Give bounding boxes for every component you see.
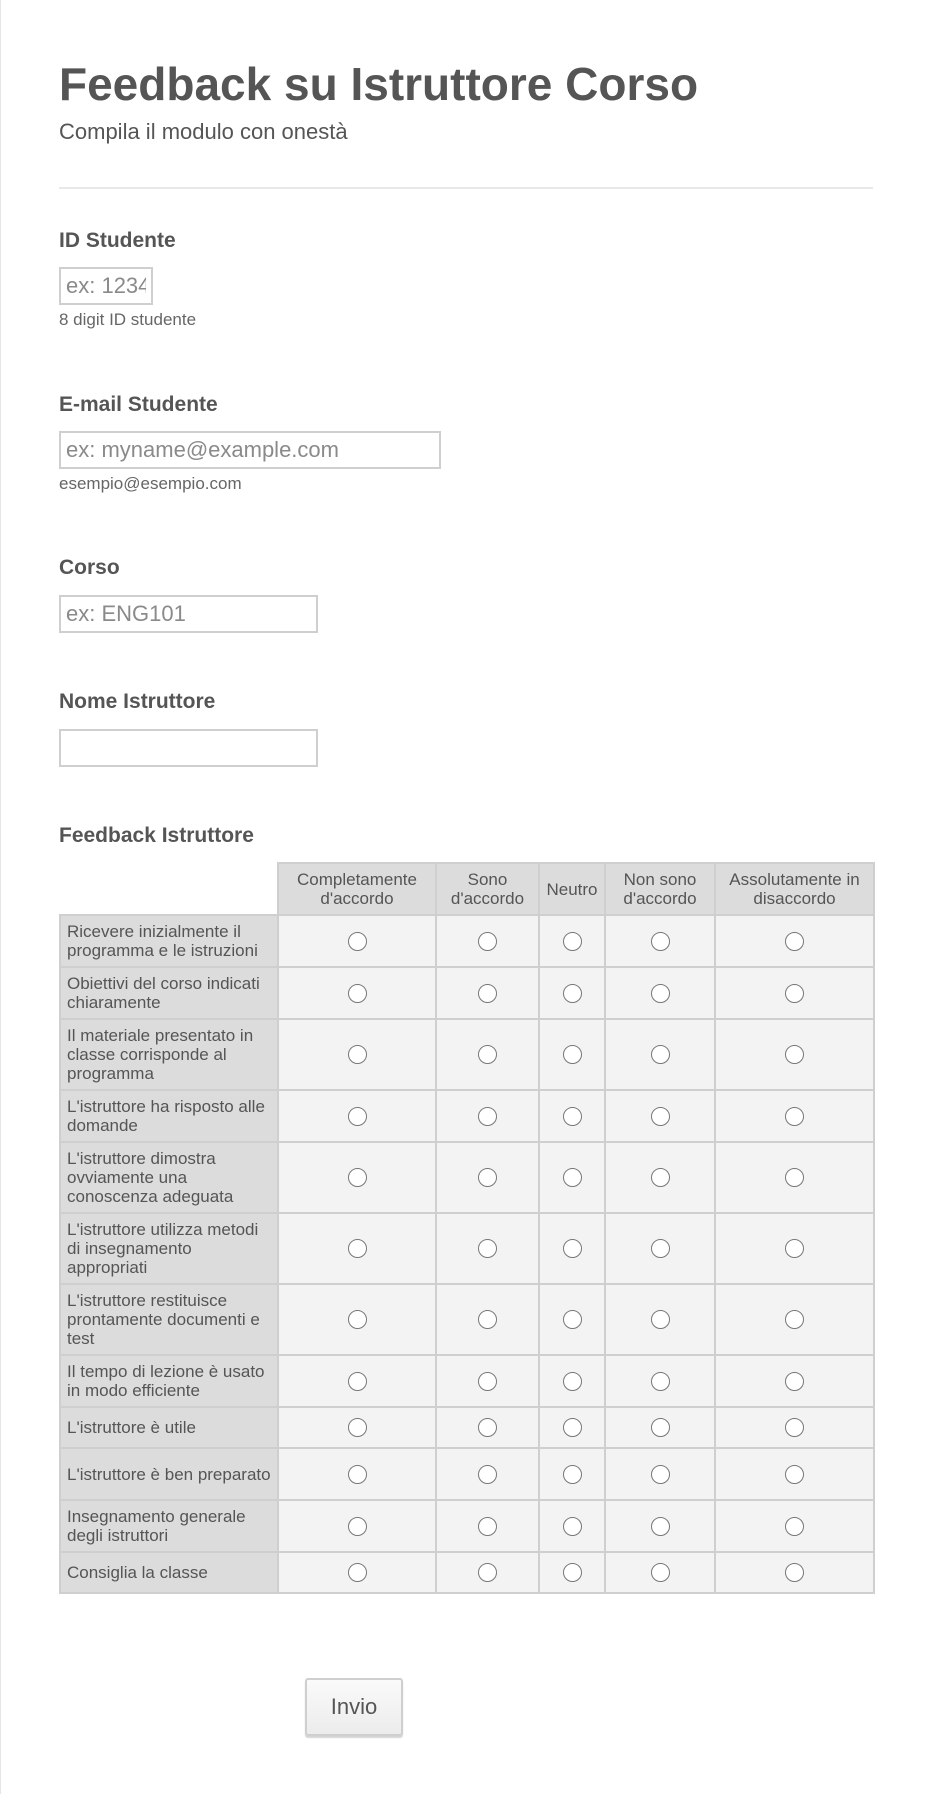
matrix-cell bbox=[605, 1407, 715, 1448]
rating-radio[interactable] bbox=[785, 1465, 804, 1484]
matrix-row bbox=[60, 1213, 874, 1284]
matrix-cell bbox=[278, 1090, 436, 1142]
matrix-cell bbox=[278, 967, 436, 1019]
matrix-row-label: L'istruttore utilizza metodi di insegnamento appropriati bbox=[60, 1213, 278, 1284]
rating-radio[interactable] bbox=[563, 1045, 582, 1064]
matrix-column-header: Non sono d'accordo bbox=[605, 863, 715, 915]
matrix-column-header: Neutro bbox=[539, 863, 605, 915]
matrix-cell bbox=[436, 915, 539, 967]
matrix-cell bbox=[605, 1355, 715, 1407]
matrix-row bbox=[60, 1284, 874, 1355]
rating-radio[interactable] bbox=[478, 1465, 497, 1484]
matrix-row bbox=[60, 967, 874, 1019]
matrix-cell bbox=[715, 1448, 874, 1500]
matrix-row bbox=[60, 1500, 874, 1552]
rating-radio[interactable] bbox=[785, 984, 804, 1003]
rating-radio[interactable] bbox=[651, 984, 670, 1003]
rating-radio[interactable] bbox=[785, 1563, 804, 1582]
matrix-cell bbox=[278, 1407, 436, 1448]
matrix-cell bbox=[605, 1448, 715, 1500]
matrix-row-label: L'istruttore ha risposto alle domande bbox=[60, 1090, 278, 1142]
matrix-cell bbox=[605, 967, 715, 1019]
rating-radio[interactable] bbox=[478, 1239, 497, 1258]
rating-radio[interactable] bbox=[563, 1168, 582, 1187]
matrix-cell bbox=[539, 1552, 605, 1593]
matrix-cell bbox=[715, 1090, 874, 1142]
submit-button[interactable]: Invio bbox=[305, 1678, 403, 1736]
rating-radio[interactable] bbox=[563, 1465, 582, 1484]
matrix-cell bbox=[278, 1500, 436, 1552]
matrix-cell bbox=[539, 1213, 605, 1284]
rating-radio[interactable] bbox=[785, 1045, 804, 1064]
matrix-cell bbox=[278, 1142, 436, 1213]
matrix-cell bbox=[436, 1213, 539, 1284]
rating-radio[interactable] bbox=[478, 984, 497, 1003]
matrix-cell bbox=[436, 1407, 539, 1448]
rating-radio[interactable] bbox=[563, 1517, 582, 1536]
matrix-cell bbox=[436, 1019, 539, 1090]
matrix-column-header: Assolutamente in disaccordo bbox=[715, 863, 874, 915]
matrix-cell bbox=[278, 1019, 436, 1090]
matrix-cell bbox=[436, 1090, 539, 1142]
rating-radio[interactable] bbox=[651, 1310, 670, 1329]
matrix-row bbox=[60, 1142, 874, 1213]
course-label: Corso bbox=[59, 556, 120, 579]
matrix-cell bbox=[605, 1090, 715, 1142]
rating-radio[interactable] bbox=[478, 932, 497, 951]
matrix-cell bbox=[436, 1355, 539, 1407]
instructor-name-input[interactable] bbox=[59, 729, 318, 767]
matrix-row bbox=[60, 1019, 874, 1090]
matrix-column-header: Sono d'accordo bbox=[436, 863, 539, 915]
matrix-cell bbox=[539, 1090, 605, 1142]
rating-radio[interactable] bbox=[478, 1517, 497, 1536]
matrix-cell bbox=[436, 967, 539, 1019]
matrix-row bbox=[60, 1552, 874, 1593]
matrix-cell bbox=[539, 1407, 605, 1448]
matrix-cell bbox=[539, 1019, 605, 1090]
rating-radio[interactable] bbox=[563, 1372, 582, 1391]
rating-radio[interactable] bbox=[478, 1372, 497, 1391]
matrix-row-label: Obiettivi del corso indicati chiaramente bbox=[60, 967, 278, 1019]
matrix-cell bbox=[436, 1142, 539, 1213]
rating-radio[interactable] bbox=[348, 1310, 367, 1329]
matrix-cell bbox=[715, 1407, 874, 1448]
rating-radio[interactable] bbox=[348, 1517, 367, 1536]
matrix-cell bbox=[605, 1213, 715, 1284]
matrix-row-label: Ricevere inizialmente il programma e le istruzioni bbox=[60, 915, 278, 967]
rating-radio[interactable] bbox=[785, 1310, 804, 1329]
rating-radio[interactable] bbox=[348, 932, 367, 951]
feedback-label: Feedback Istruttore bbox=[59, 824, 254, 847]
matrix-cell bbox=[539, 1142, 605, 1213]
rating-radio[interactable] bbox=[478, 1418, 497, 1437]
rating-radio[interactable] bbox=[651, 1239, 670, 1258]
rating-radio[interactable] bbox=[348, 1372, 367, 1391]
course-input[interactable] bbox=[59, 595, 318, 633]
matrix-row-label: Il materiale presentato in classe corrisponde al programma bbox=[60, 1019, 278, 1090]
rating-radio[interactable] bbox=[348, 1168, 367, 1187]
rating-radio[interactable] bbox=[348, 984, 367, 1003]
rating-radio[interactable] bbox=[348, 1418, 367, 1437]
rating-radio[interactable] bbox=[478, 1107, 497, 1126]
rating-radio[interactable] bbox=[785, 1107, 804, 1126]
matrix-cell bbox=[539, 967, 605, 1019]
rating-radio[interactable] bbox=[348, 1563, 367, 1582]
matrix-cell bbox=[715, 967, 874, 1019]
matrix-row-label: L'istruttore restituisce prontamente documenti e test bbox=[60, 1284, 278, 1355]
matrix-cell bbox=[605, 915, 715, 967]
matrix-cell bbox=[715, 1019, 874, 1090]
matrix-cell bbox=[605, 1284, 715, 1355]
matrix-cell bbox=[715, 1552, 874, 1593]
student-email-input[interactable] bbox=[59, 431, 441, 469]
matrix-cell bbox=[715, 1500, 874, 1552]
rating-radio[interactable] bbox=[563, 1107, 582, 1126]
matrix-cell bbox=[715, 1213, 874, 1284]
matrix-row-label: L'istruttore è utile bbox=[60, 1407, 278, 1448]
matrix-row bbox=[60, 1355, 874, 1407]
matrix-header-row bbox=[60, 863, 874, 915]
rating-radio[interactable] bbox=[651, 1107, 670, 1126]
feedback-matrix bbox=[59, 862, 875, 1594]
form-title: Feedback su Istruttore Corso bbox=[59, 58, 699, 110]
rating-radio[interactable] bbox=[563, 1239, 582, 1258]
rating-radio[interactable] bbox=[651, 932, 670, 951]
rating-radio[interactable] bbox=[563, 984, 582, 1003]
matrix-body bbox=[60, 915, 874, 1593]
rating-radio[interactable] bbox=[478, 1168, 497, 1187]
form-header bbox=[59, 56, 873, 146]
rating-radio[interactable] bbox=[785, 1168, 804, 1187]
matrix-cell bbox=[436, 1284, 539, 1355]
matrix-row bbox=[60, 915, 874, 967]
matrix-cell bbox=[539, 1448, 605, 1500]
matrix-cell bbox=[436, 1448, 539, 1500]
matrix-row-label: Insegnamento generale degli istruttori bbox=[60, 1500, 278, 1552]
matrix-cell bbox=[715, 915, 874, 967]
student-email-label: E-mail Studente bbox=[59, 393, 218, 416]
matrix-cell bbox=[715, 1284, 874, 1355]
matrix-cell bbox=[436, 1552, 539, 1593]
matrix-cell bbox=[715, 1142, 874, 1213]
rating-radio[interactable] bbox=[651, 1372, 670, 1391]
matrix-cell bbox=[605, 1142, 715, 1213]
matrix-cell bbox=[278, 1284, 436, 1355]
rating-radio[interactable] bbox=[348, 1045, 367, 1064]
matrix-cell bbox=[278, 1552, 436, 1593]
matrix-row bbox=[60, 1448, 874, 1500]
matrix-corner bbox=[60, 863, 278, 915]
matrix-cell bbox=[278, 1355, 436, 1407]
rating-radio[interactable] bbox=[785, 1418, 804, 1437]
rating-radio[interactable] bbox=[651, 1045, 670, 1064]
matrix-row-label: Il tempo di lezione è usato in modo efficiente bbox=[60, 1355, 278, 1407]
rating-radio[interactable] bbox=[651, 1563, 670, 1582]
matrix-cell bbox=[278, 1448, 436, 1500]
matrix-cell bbox=[539, 1355, 605, 1407]
rating-radio[interactable] bbox=[563, 1418, 582, 1437]
student-id-label: ID Studente bbox=[59, 229, 176, 252]
rating-radio[interactable] bbox=[785, 1517, 804, 1536]
matrix-cell bbox=[605, 1019, 715, 1090]
rating-radio[interactable] bbox=[785, 932, 804, 951]
matrix-column-header: Completamente d'accordo bbox=[278, 863, 436, 915]
rating-radio[interactable] bbox=[651, 1418, 670, 1437]
rating-radio[interactable] bbox=[785, 1372, 804, 1391]
matrix-cell bbox=[278, 1213, 436, 1284]
matrix-row-label: L'istruttore dimostra ovviamente una conoscenza adeguata bbox=[60, 1142, 278, 1213]
header-divider bbox=[59, 187, 873, 189]
instructor-name-label: Nome Istruttore bbox=[59, 690, 216, 713]
rating-radio[interactable] bbox=[651, 1168, 670, 1187]
form-subtitle: Compila il modulo con onestà bbox=[59, 119, 348, 144]
rating-radio[interactable] bbox=[348, 1239, 367, 1258]
student-id-sublabel: 8 digit ID studente bbox=[59, 310, 197, 329]
matrix-row bbox=[60, 1090, 874, 1142]
matrix-cell bbox=[539, 915, 605, 967]
matrix-cell bbox=[278, 915, 436, 967]
matrix-cell bbox=[539, 1284, 605, 1355]
rating-radio[interactable] bbox=[785, 1239, 804, 1258]
rating-radio[interactable] bbox=[348, 1107, 367, 1126]
student-email-sublabel: esempio@esempio.com bbox=[59, 474, 242, 493]
matrix-row bbox=[60, 1407, 874, 1448]
rating-radio[interactable] bbox=[651, 1465, 670, 1484]
rating-radio[interactable] bbox=[651, 1517, 670, 1536]
matrix-cell bbox=[539, 1500, 605, 1552]
rating-radio[interactable] bbox=[478, 1045, 497, 1064]
matrix-row-label: L'istruttore è ben preparato bbox=[60, 1448, 278, 1500]
rating-radio[interactable] bbox=[563, 1563, 582, 1582]
rating-radio[interactable] bbox=[478, 1310, 497, 1329]
matrix-cell bbox=[715, 1355, 874, 1407]
rating-radio[interactable] bbox=[478, 1563, 497, 1582]
student-id-input[interactable] bbox=[59, 267, 153, 305]
rating-radio[interactable] bbox=[563, 932, 582, 951]
matrix-cell bbox=[605, 1500, 715, 1552]
rating-radio[interactable] bbox=[563, 1310, 582, 1329]
matrix-cell bbox=[436, 1500, 539, 1552]
rating-radio[interactable] bbox=[348, 1465, 367, 1484]
matrix-cell bbox=[605, 1552, 715, 1593]
matrix-row-label: Consiglia la classe bbox=[60, 1552, 278, 1593]
